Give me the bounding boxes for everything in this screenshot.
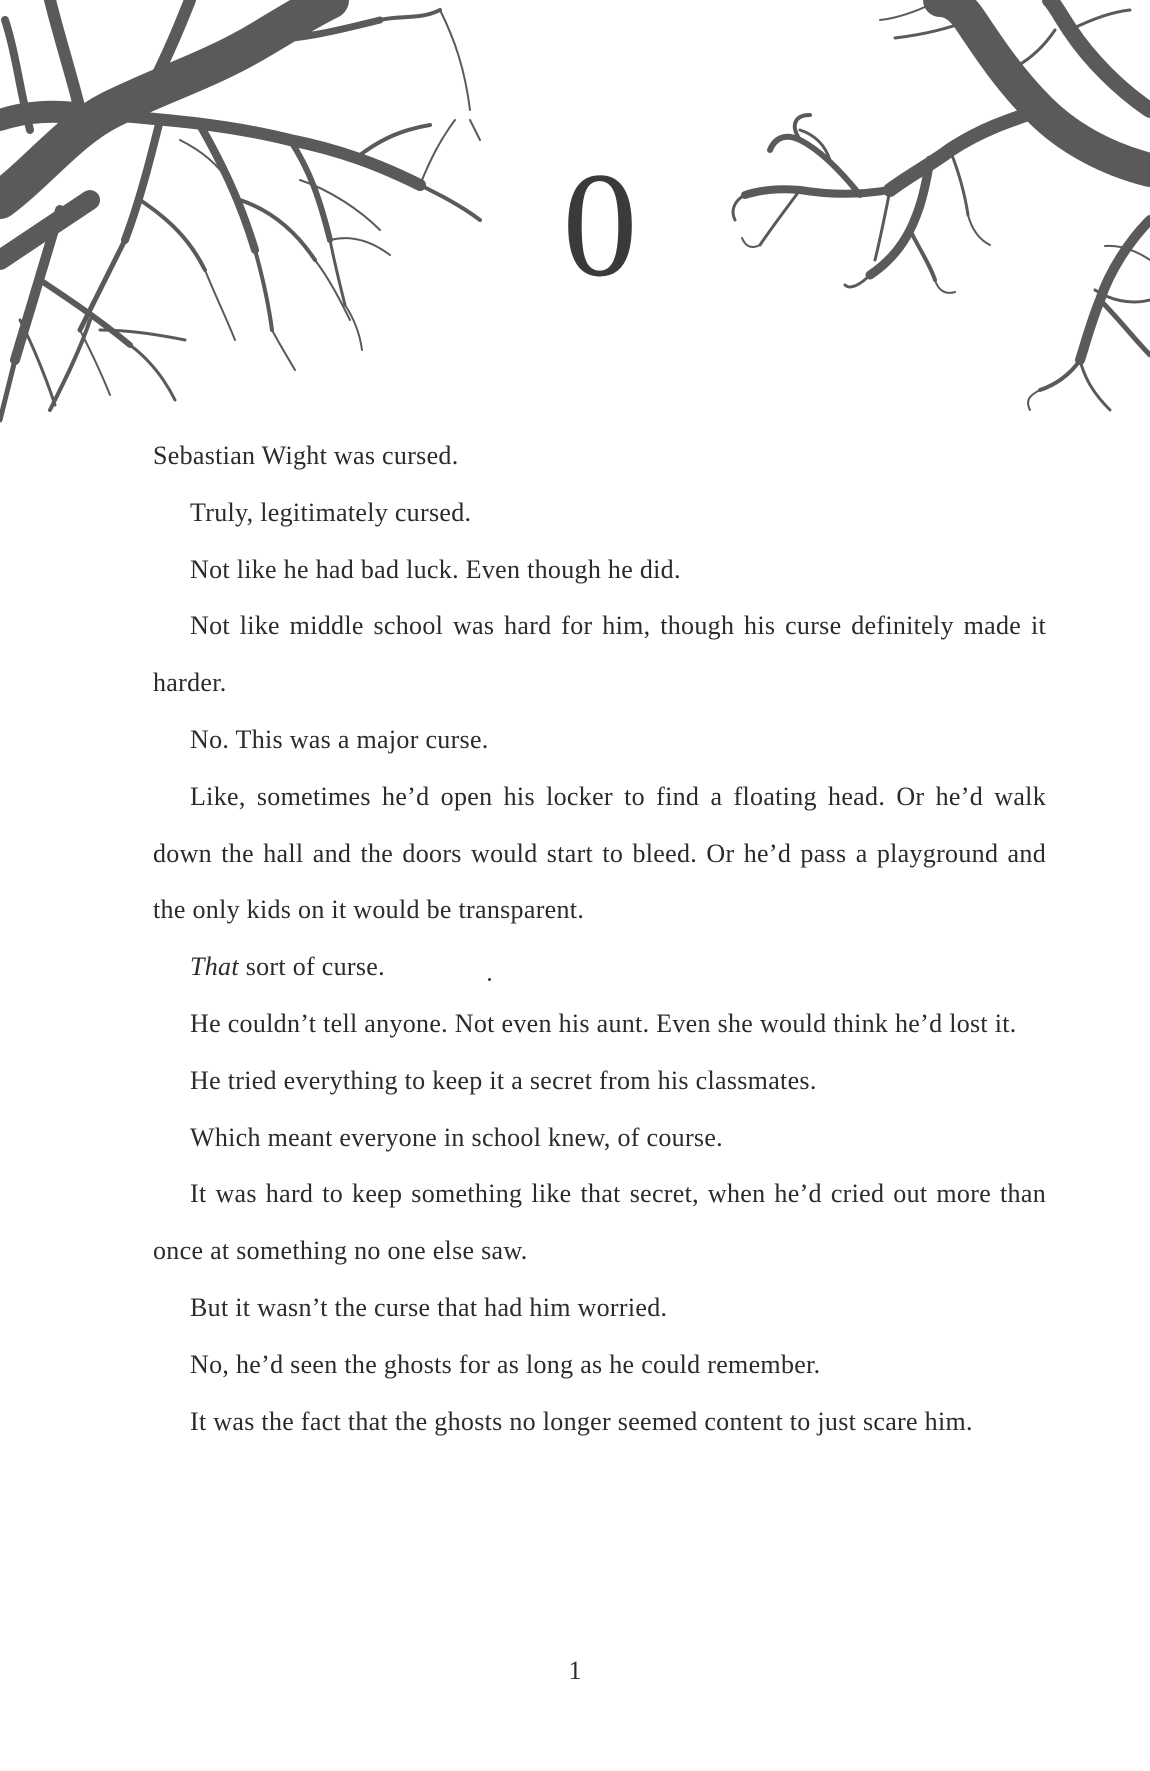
paragraph: Sebastian Wight was cursed. — [153, 441, 459, 470]
paragraph: He tried everything to keep it a secret from his classmates. — [190, 1065, 817, 1095]
paragraph: He couldn’t tell anyone. Not even his aunt. Even she would think he’d lost it. — [190, 1008, 1017, 1038]
paragraph: Not like middle school was hard for him, though his curse definitely made it harder. — [153, 611, 1046, 698]
page-number: 1 — [568, 1656, 582, 1685]
paragraph-text: sort of curse. — [238, 952, 385, 982]
right-tree-branches-icon — [710, 0, 1150, 420]
paragraph: It was the fact that the ghosts no longer seemed content to just scare him. — [190, 1406, 973, 1436]
paragraph: Truly, legitimately cursed. — [190, 497, 472, 527]
paragraph: It was hard to keep something like that secret, when he’d cried out more than once at something no one else saw. — [153, 1179, 1046, 1266]
paragraph: Like, sometimes he’d open his locker to find a floating head. Or he’d walk down the hall and the doors would start to bleed. Or he’d pass a playground and the only kids on it would be transparent. — [153, 781, 1046, 925]
paragraph: No. This was a major curse. — [190, 724, 489, 754]
paragraph — [153, 939, 1046, 996]
paragraph: No, he’d seen the ghosts for as long as he could remember. — [190, 1349, 821, 1379]
emphasis: That — [190, 952, 239, 982]
chapter-number: 0 — [562, 142, 638, 308]
left-tree-branches-icon — [0, 0, 520, 430]
ink-speck — [488, 978, 491, 981]
chapter-text — [153, 428, 1046, 1450]
paragraph: Which meant everyone in school knew, of course. — [190, 1122, 723, 1152]
paragraph: But it wasn’t the curse that had him worried. — [190, 1292, 668, 1322]
paragraph: Not like he had bad luck. Even though he did. — [190, 554, 681, 584]
